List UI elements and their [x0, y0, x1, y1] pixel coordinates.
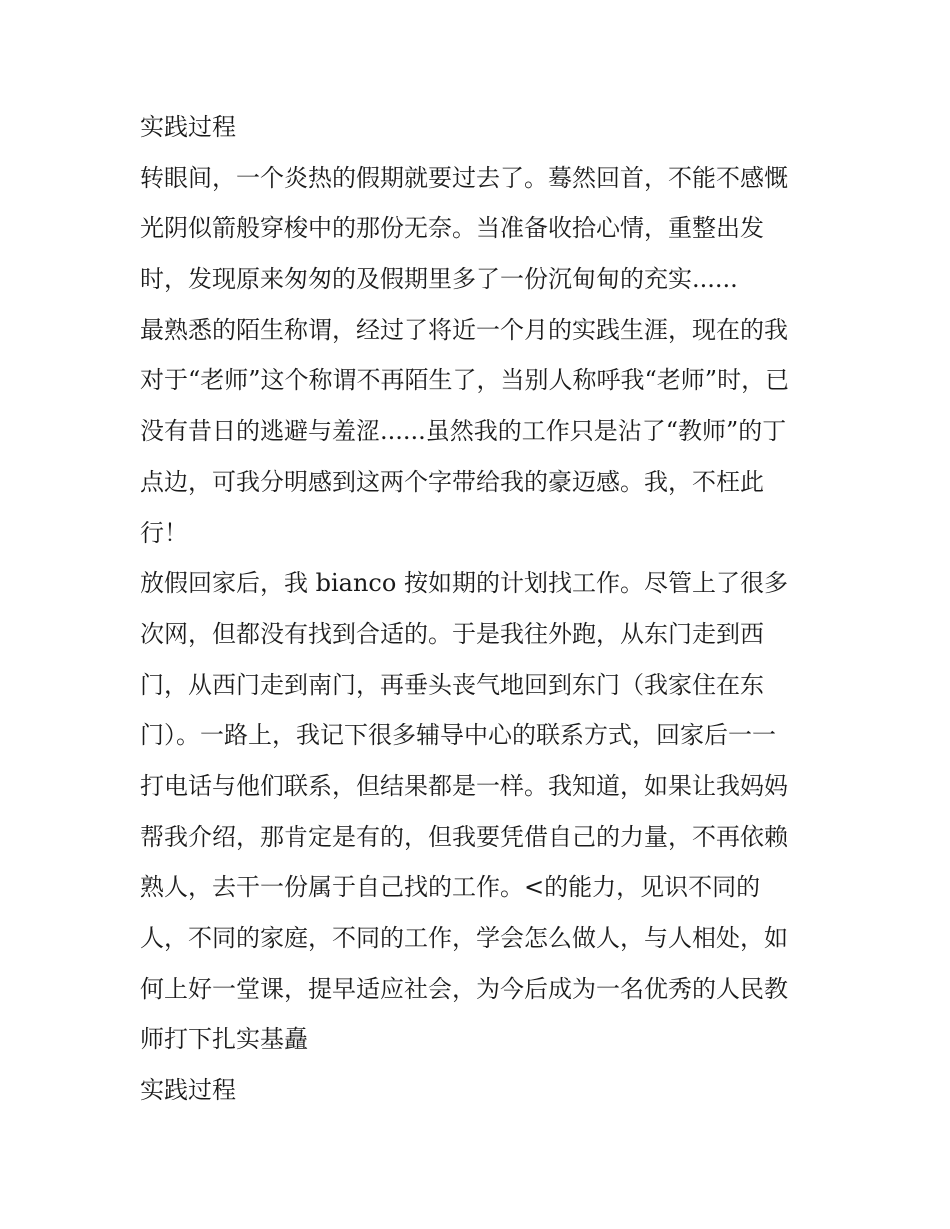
text-line: 行！	[140, 518, 188, 547]
text-line: 师打下扎实基矗	[140, 1025, 308, 1054]
text-line: 打电话与他们联系，但结果都是一样。我知道，如果让我妈妈	[140, 771, 788, 800]
text-line: 时，发现原来匆匆的及假期里多了一份沉甸甸的充实......	[140, 265, 738, 294]
text-line: 门，从西门走到南门，再垂头丧气地回到东门（我家住在东	[140, 670, 764, 699]
text-line: 何上好一堂课，提早适应社会，为今后成为一名优秀的人民教	[140, 974, 788, 1003]
heading-practice-process: 实践过程	[140, 1076, 236, 1105]
heading-practice-process: 实践过程	[140, 113, 236, 141]
text-line: 光阴似箭般穿梭中的那份无奈。当准备收拾心情，重整出发	[140, 214, 764, 243]
text-line: 次网，但都没有找到合适的。于是我往外跑，从东门走到西	[140, 619, 764, 648]
text-line: 点边，可我分明感到这两个字带给我的豪迈感。我，不枉此	[140, 467, 764, 496]
text-line: 没有昔日的逃避与羞涩......虽然我的工作只是沾了“教师”的丁	[140, 417, 787, 446]
text-line: 最熟悉的陌生称谓，经过了将近一个月的实践生涯，现在的我	[140, 315, 788, 344]
text-line: 帮我介绍，那肯定是有的，但我要凭借自己的力量，不再依赖	[140, 822, 788, 851]
text-line: 人，不同的家庭，不同的工作，学会怎么做人，与人相处，如	[140, 924, 788, 952]
text-line: 门）。一路上，我记下很多辅导中心的联系方式，回家后一一	[140, 721, 776, 750]
text-line: 转眼间，一个炎热的假期就要过去了。蓦然回首，不能不感慨	[140, 163, 788, 192]
text-line: 放假回家后，我 bianco 按如期的计划找工作。尽管上了很多	[140, 569, 788, 598]
document-page	[140, 102, 816, 1116]
text-line: 熟人，去干一份属于自己找的工作。<的能力，见识不同的	[140, 873, 761, 902]
text-line: 对于“老师”这个称谓不再陌生了，当别人称呼我“老师”时，已	[140, 366, 790, 395]
